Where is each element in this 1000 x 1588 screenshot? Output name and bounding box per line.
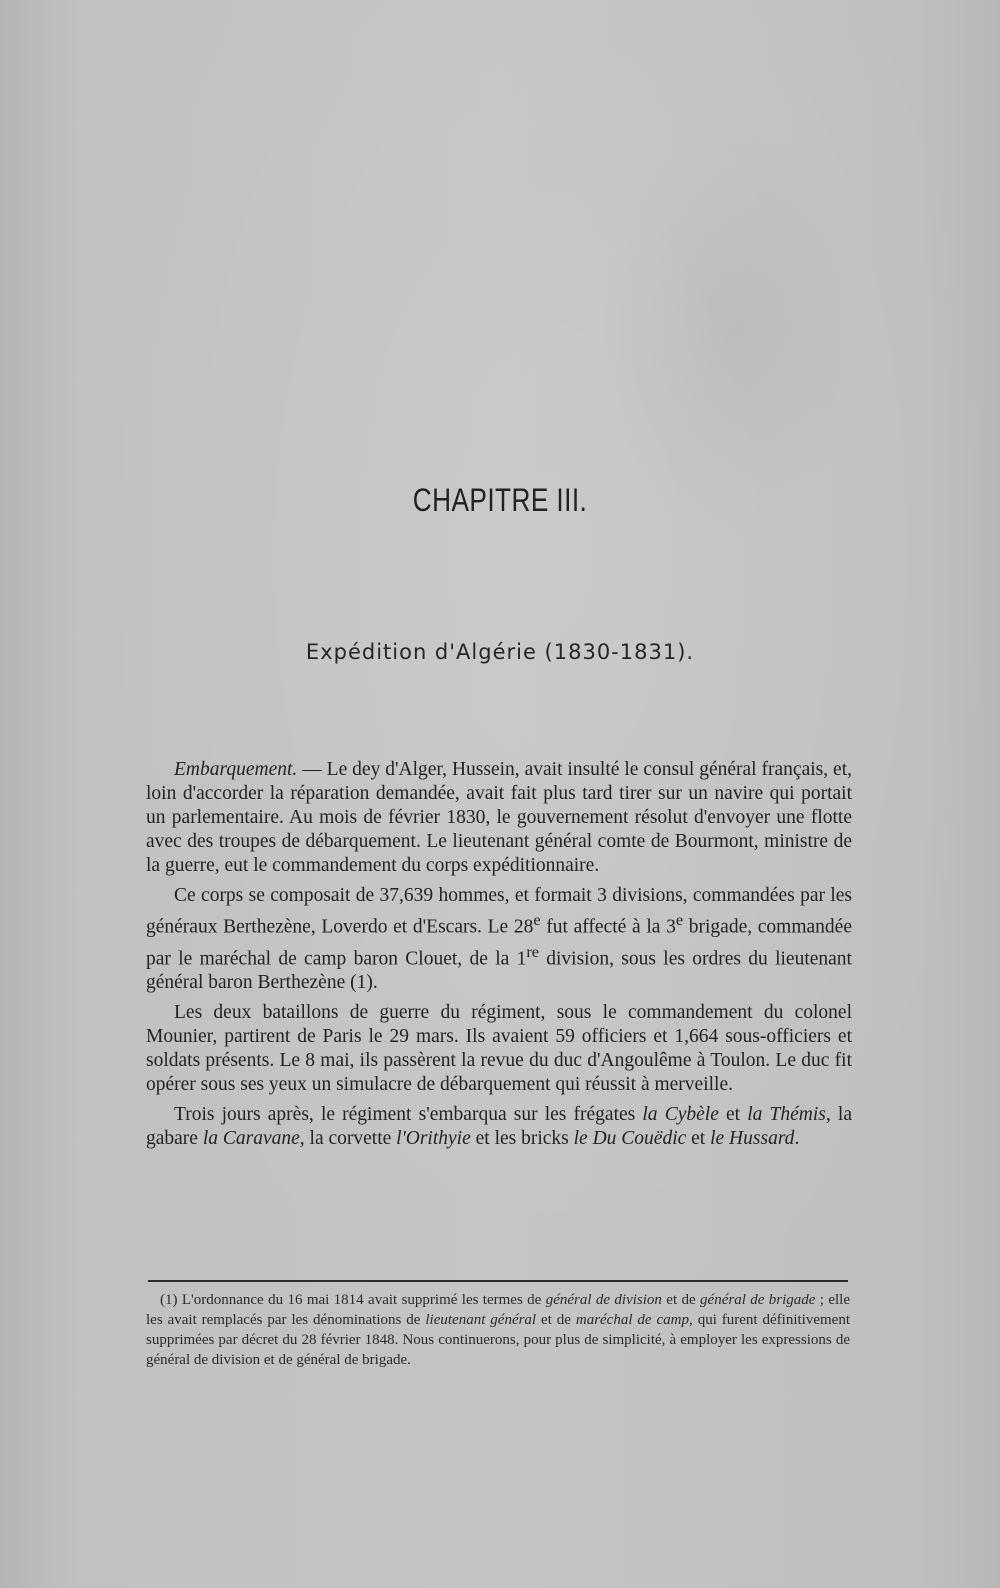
paragraph-text: . [794, 1128, 800, 1149]
paragraph-text: — Le dey d'Alger, Hussein, avait insulté le consul général français, et, loin d'accorder la réparation demandée, avait fait plus tard tirer sur un navire qui portait un parlementaire. Au mois de février 1830, le gouvernement résolut d'envoyer une flotte avec des troupes de débarquement. Le lieutenant général comte de Bourmont, ministre de la guerre, eut le commandement du corps expéditionnaire. [146, 759, 852, 876]
footnote [146, 1290, 850, 1370]
footnote-segment: et de [661, 1292, 701, 1308]
ship-name: la Cybèle [642, 1104, 719, 1125]
footnote-segment: , qui furent définitivement supprimées par décret du 28 février 1848. Nous continuerons, pour plus de simplicité, à employer les expressions de général de division et de général de brigade. [146, 1312, 850, 1368]
paragraph-text: brigade, commandée par le maréchal de camp baron Clouet, de la 1 [146, 916, 852, 969]
paragraph-text: et [686, 1128, 711, 1149]
paragraph-text: Trois jours après, le régiment s'embarqua sur les frégates [174, 1104, 643, 1125]
ship-name: la Thémis [747, 1104, 826, 1125]
footnote-italic: général de brigade [700, 1292, 816, 1308]
ship-name: le Hussard [710, 1128, 795, 1149]
paragraph-text: et [718, 1104, 748, 1125]
section-title: Expédition d'Algérie (1830-1831). [305, 640, 695, 664]
ordinal-superscript: e [533, 911, 541, 929]
show-through-shadow [600, 120, 870, 540]
footnote-text [146, 1290, 850, 1370]
footnote-italic: maréchal de camp [575, 1312, 690, 1328]
ordinal-superscript: e [675, 911, 684, 929]
paragraph-embarquement [146, 758, 852, 878]
paragraph-text: fut affecté à la 3 [540, 916, 676, 938]
footnote-italic: général de division [545, 1292, 662, 1308]
paragraph-corps [146, 884, 852, 995]
paragraph-text: et les bricks [470, 1128, 574, 1149]
body-text [146, 758, 852, 1157]
paragraph-text: division, sous les ordres du lieutenant général baron Berthezène (1). [146, 948, 852, 993]
footnote-segment: et de [536, 1312, 576, 1328]
paragraph-bataillons: Les deux bataillons de guerre du régiment, sous le commandement du colonel Mounier, partirent de Paris le 29 mars. Ils avaient 59 officiers et 1,664 sous-officiers et soldats présents. Le 8 mai, ils passèrent la revue du duc d'Angoulême à Toulon. Le duc fit opérer sous ses yeux un simulacre de débarquement qui réussit à merveille. [146, 1002, 852, 1095]
ordinal-superscript: re [526, 942, 539, 961]
footnote-divider [148, 1280, 848, 1282]
ship-name: l'Orithyie [396, 1128, 471, 1149]
paragraph-text: , la gabare [146, 1104, 852, 1149]
ship-name: le Du Couëdic [573, 1128, 687, 1149]
paragraph-lead: Embarquement. [174, 759, 298, 780]
footnote-segment: (1) L'ordonnance du 16 mai 1814 avait supprimé les termes de [160, 1292, 546, 1308]
paragraph-embarquement-navires [146, 1103, 852, 1151]
ship-name: la Caravane [202, 1128, 300, 1149]
paragraph-text: , la corvette [299, 1128, 397, 1149]
chapter-title: CHAPITRE III. [412, 482, 588, 518]
paragraph-text: Ce corps se composait de 37,639 hommes, et formait 3 divisions, commandées par les généraux Berthezène, Loverdo et d'Escars. Le 28 [146, 885, 852, 938]
footnote-segment: ; elle les avait remplacés par les dénominations de [146, 1292, 851, 1328]
footnote-italic: lieutenant général [425, 1312, 537, 1328]
